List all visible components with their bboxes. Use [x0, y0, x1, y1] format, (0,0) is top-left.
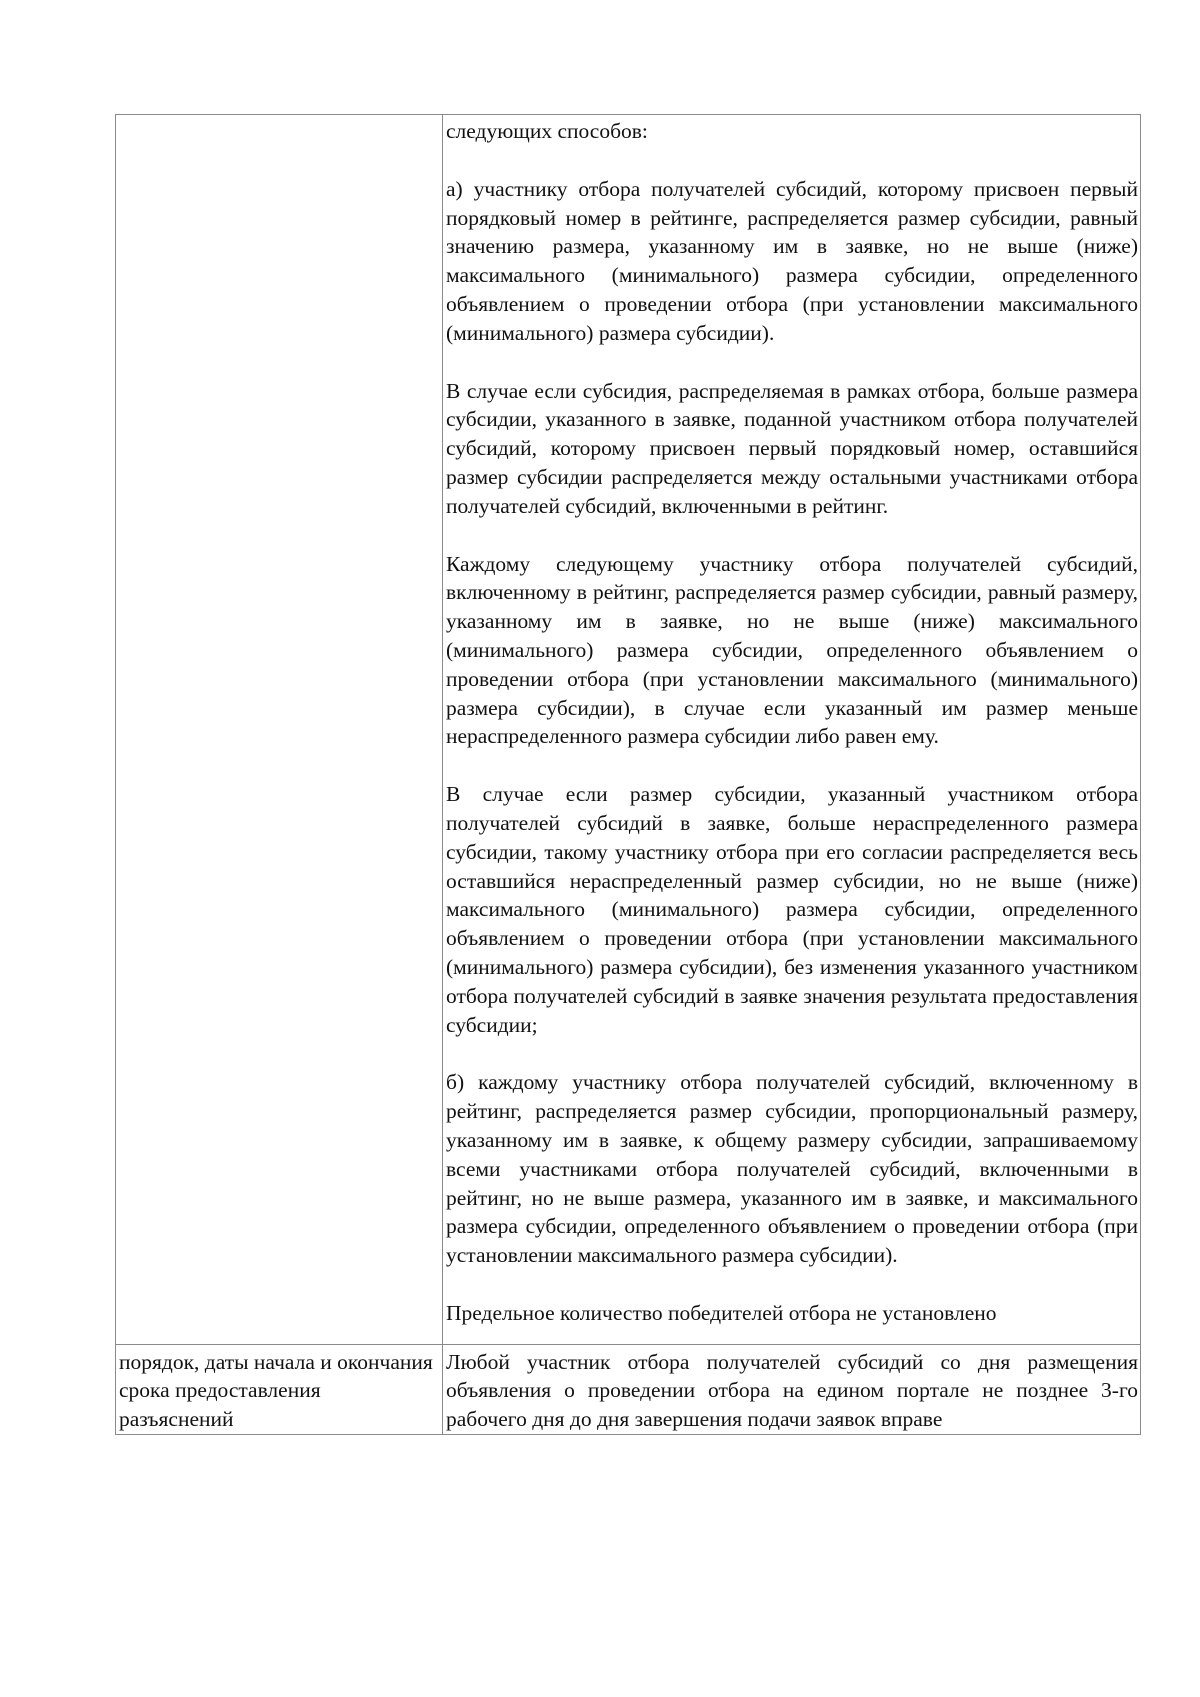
row-content-cell	[443, 115, 1141, 1345]
row-label-cell	[116, 115, 443, 1345]
paragraph-remaining-distribution: В случае если субсидия, распределяемая в рамках отбора, больше размера субсидии, указанного в заявке, поданной участником отбора получателей субсидий, которому присвоен первый порядковый номер, оставшийся размер субсидии распределяется между остальными участниками отбора получателей субсидий, включенными в рейтинг.	[446, 378, 1138, 518]
document-table	[115, 114, 1141, 1435]
row-content-cell	[443, 1344, 1141, 1434]
paragraph-method-b: б) каждому участнику отбора получателей субсидий, включенному в рейтинг, распределяется размер субсидии, пропорциональный размеру, указанному им в заявке, к общему размеру субсидии, запрашиваемому всеми участниками отбора получателей субсидий, включенными в рейтинг, но не выше размера, указанного им в заявке, и максимального размера субсидии, определенного объявлением о проведении отбора (при установлении максимального размера субсидии).	[446, 1070, 1138, 1268]
paragraph-exceeding-amount: В случае если размер субсидии, указанный участником отбора получателей субсидий в заявке, больше нераспределенного размера субсидии, такому участнику отбора при его согласии распределяется весь оставшийся нераспределенный размер субсидии, но не выше (ниже) максимального (минимального) размера субсидии, определенного объявлением о проведении отбора (при установлении максимального (минимального) размера субсидии), без изменения указанного участником отбора получателей субсидий в заявке значения результата предоставления субсидии;	[446, 782, 1138, 1037]
paragraph-next-participant: Каждому следующему участнику отбора получателей субсидий, включенному в рейтинг, распределяется размер субсидии, равный размеру, указанному им в заявке, но не выше (ниже) максимального (минимального) размера субсидии, определенного объявлением о проведении отбора (при установлении максимального (минимального) размера субсидии), в случае если указанный им размер меньше нераспределенного размера субсидии либо равен ему.	[446, 551, 1138, 749]
paragraph-winner-limit: Предельное количество победителей отбора не установлено	[446, 1300, 997, 1325]
table-row	[116, 1344, 1141, 1434]
paragraph-method-a: а) участнику отбора получателей субсидий, которому присвоен первый порядковый номер в рейтинге, распределяется размер субсидии, равный значению размера, указанному им в заявке, но не выше (ниже) максимального (минимального) размера субсидии, определенного объявлением о проведении отбора (при установлении максимального (минимального) размера субсидии).	[446, 176, 1138, 345]
row-label-cell	[116, 1344, 443, 1434]
table-row	[116, 115, 1141, 1345]
row-label-text: порядок, даты начала и окончания срока предоставления разъяснений	[119, 1349, 433, 1432]
paragraph-methods-intro: следующих способов:	[446, 119, 648, 143]
paragraph-clarifications: Любой участник отбора получателей субсидий со дня размещения объявления о проведении отбора на едином портале не позднее 3-го рабочего дня до дня завершения подачи заявок вправе	[446, 1349, 1138, 1432]
